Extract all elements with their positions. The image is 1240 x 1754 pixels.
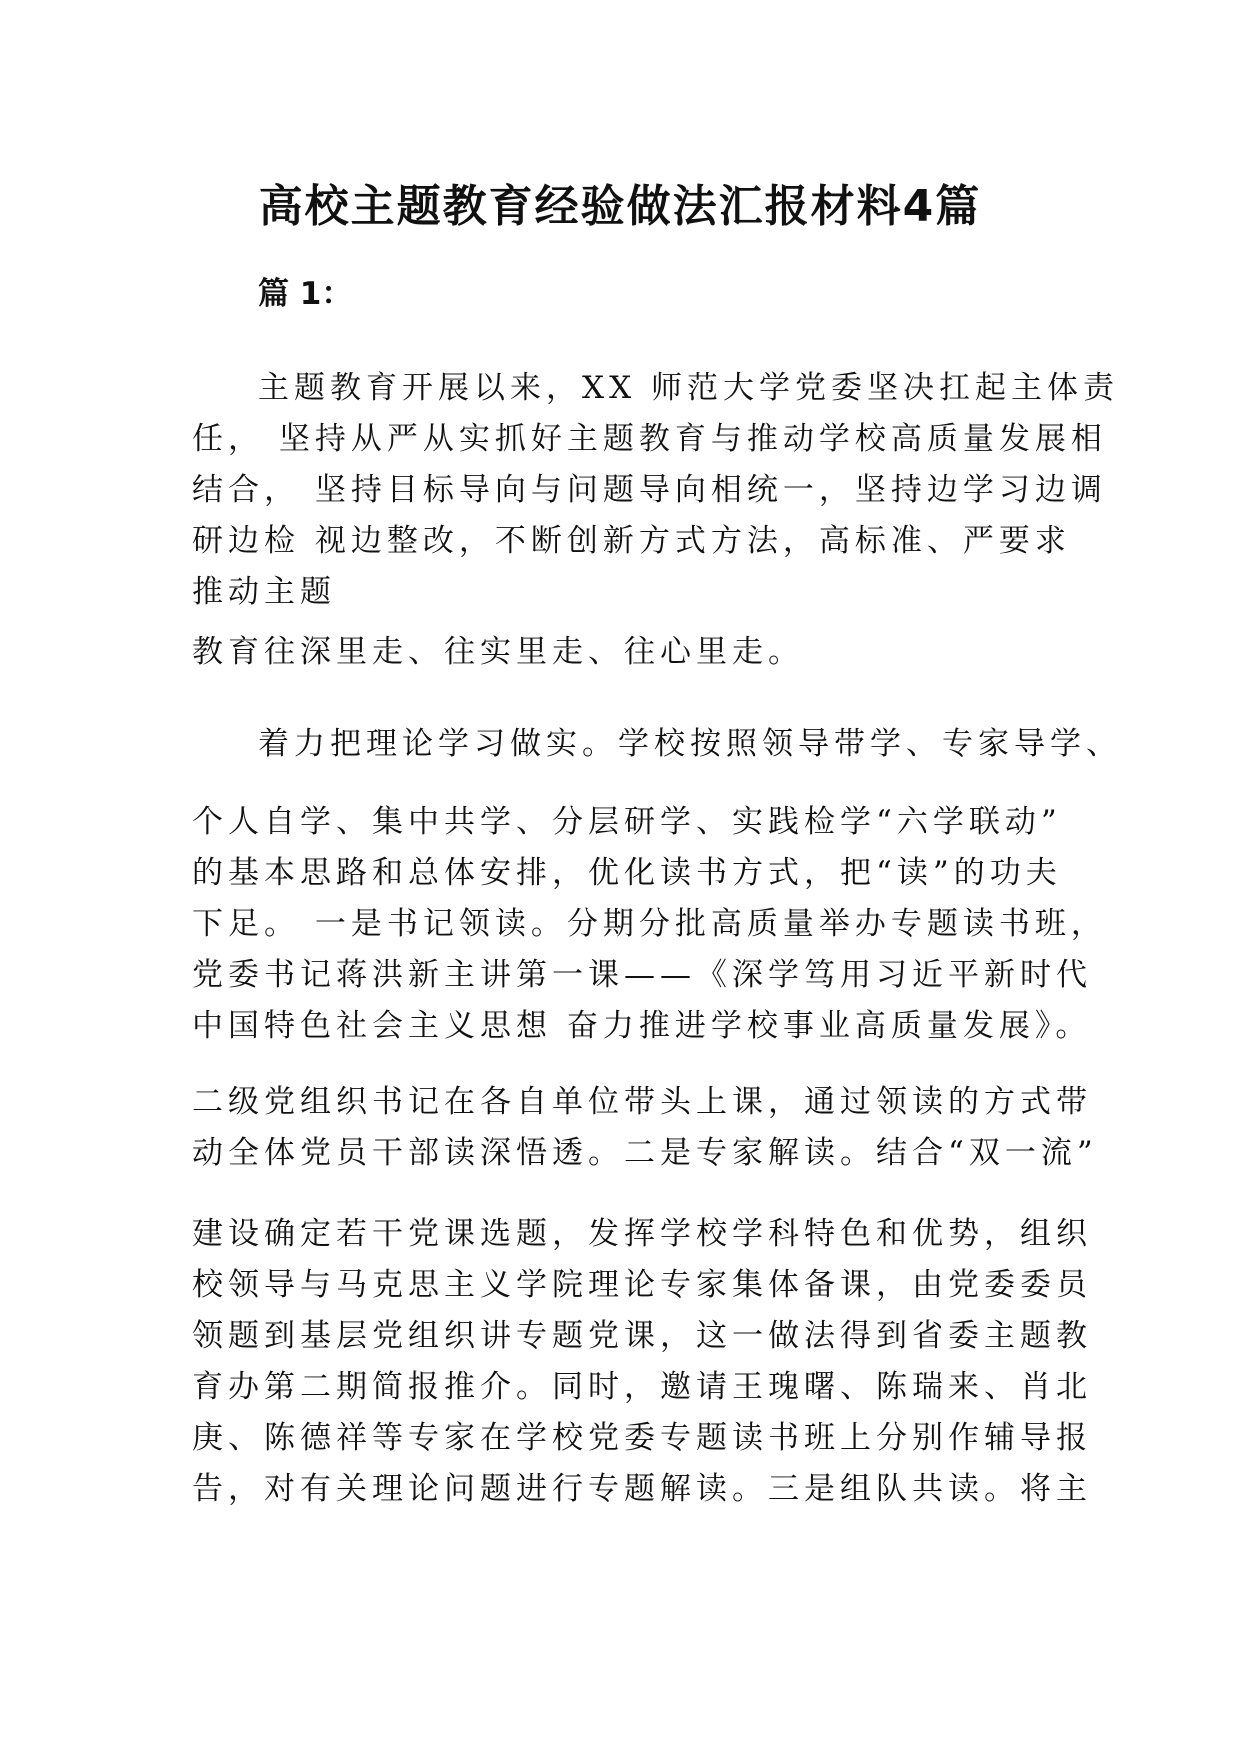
paragraph-line: 的基本思路和总体安排，优化读书方式，把“读”的功夫 — [192, 855, 1062, 891]
paragraph-line: 校领导与马克思主义学院理论专家集体备课，由党委委员 — [192, 1267, 1092, 1303]
paragraph-line: 任， 坚持从严从实抓好主题教育与推动学校高质量发展相 — [192, 421, 1107, 457]
paragraph-line: 党委书记蒋洪新主讲第一课——《深学笃用习近平新时代 — [192, 957, 1092, 993]
paragraph-line: 告，对有关理论问题进行专题解读。三是组队共读。将主 — [192, 1471, 1092, 1507]
paragraph-line: 着力把理论学习做实。学校按照领导带学、专家导学、 — [258, 726, 1122, 762]
paragraph-line: 推动主题 — [192, 574, 336, 610]
paragraph-line: 个人自学、集中共学、分层研学、实践检学“六学联动” — [192, 804, 1062, 840]
paragraph-line: 中国特色社会主义思想 奋力推进学校事业高质量发展》。 — [192, 1008, 1092, 1044]
paragraph-line: 领题到基层党组织讲专题党课，这一做法得到省委主题教 — [192, 1318, 1092, 1354]
paragraph-line: 研边检 视边整改，不断创新方式方法，高标准、严要求 — [192, 523, 1071, 559]
paragraph-line: 教育往深里走、往实里走、往心里走。 — [192, 634, 804, 670]
document-title: 高校主题教育经验做法汇报材料4篇 — [258, 181, 982, 232]
paragraph-line: 动全体党员干部读深悟透。二是专家解读。结合“双一流” — [192, 1135, 1098, 1171]
paragraph-line: 建设确定若干党课选题，发挥学校学科特色和优势，组织 — [192, 1216, 1092, 1252]
section-heading: 篇 1： — [258, 276, 353, 312]
paragraph-line: 结合， 坚持目标导向与问题导向相统一，坚持边学习边调 — [192, 472, 1107, 508]
paragraph-line: 庚、陈德祥等专家在学校党委专题读书班上分别作辅导报 — [192, 1420, 1092, 1456]
paragraph-line: 二级党组织书记在各自单位带头上课，通过领读的方式带 — [192, 1084, 1092, 1120]
paragraph-line: 育办第二期简报推介。同时，邀请王瑰曙、陈瑞来、肖北 — [192, 1369, 1092, 1405]
paragraph-line: 主题教育开展以来，XX 师范大学党委坚决扛起主体责 — [258, 370, 1119, 406]
paragraph-line: 下足。 一是书记领读。分期分批高质量举办专题读书班， — [192, 906, 1107, 942]
